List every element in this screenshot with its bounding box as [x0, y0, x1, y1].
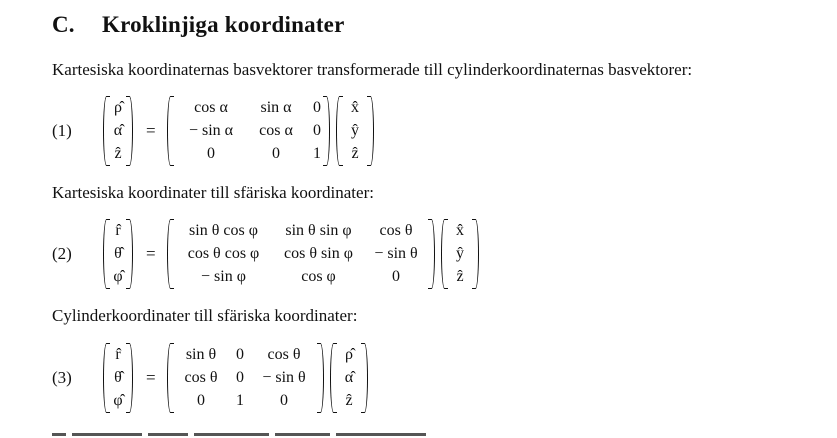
matrix-entry: cos θ	[184, 368, 218, 386]
matrix-entry: sin θ	[185, 345, 217, 363]
matrix-entry: sin θ sin φ	[285, 221, 352, 239]
matrix-entry: − sin θ	[374, 244, 418, 262]
paragraph-cartesian-to-spherical: Kartesiska koordinater till sfäriska koordinater:	[52, 183, 374, 202]
lhs-entry: φ̂	[113, 392, 123, 410]
rhs-entry: x̂	[456, 221, 464, 239]
rhs-entry: ẑ	[456, 268, 464, 286]
lhs-entry: φ̂	[113, 268, 123, 286]
equation-1-matrix	[167, 96, 330, 166]
matrix-entry: cos θ cos φ	[187, 244, 260, 262]
matrix-entry: 0	[313, 121, 321, 139]
matrix-entry: − sin φ	[201, 268, 246, 286]
equals-sign: =	[146, 244, 156, 263]
matrix-entry: cos θ	[379, 221, 413, 239]
matrix-entry: 0	[236, 345, 244, 363]
lhs-entry: α̂	[113, 121, 123, 139]
rhs-entry: ẑ	[345, 392, 353, 410]
lhs-entry: ρ̂	[114, 98, 122, 116]
matrix-entry: 1	[236, 392, 244, 410]
rhs-entry: ŷ	[456, 244, 464, 262]
matrix-entry: 0	[207, 145, 215, 163]
section-heading	[52, 12, 345, 38]
equation-3-matrix	[167, 343, 324, 413]
rhs-entry: x̂	[351, 98, 359, 116]
equation-number: (2)	[52, 244, 72, 263]
matrix-entry: sin θ cos φ	[189, 221, 258, 239]
section-number: C.	[52, 12, 75, 37]
equation-2-matrix	[167, 219, 435, 289]
rhs-entry: α̂	[344, 368, 354, 386]
matrix-entry: 0	[392, 268, 400, 286]
lhs-entry: r̂	[115, 221, 121, 239]
lhs-entry: r̂	[115, 345, 121, 363]
paragraph-cylindrical-to-spherical: Cylinderkoordinater till sfäriska koordinater:	[52, 306, 358, 325]
equation-2-lhs-vector	[103, 219, 133, 289]
matrix-entry: 0	[272, 145, 280, 163]
matrix-entry: cos α	[194, 98, 228, 116]
matrix-entry: 0	[197, 392, 205, 410]
paragraph-cartesian-to-cylindrical: Kartesiska koordinaternas basvektorer transformerade till cylinderkoordinaternas basvektorer:	[52, 60, 693, 79]
cutoff-text-line	[52, 430, 472, 438]
matrix-entry: 0	[280, 392, 288, 410]
matrix-entry: cos θ	[267, 345, 301, 363]
lhs-entry: θ̂	[114, 244, 122, 262]
rhs-entry: ẑ	[351, 145, 359, 163]
rhs-entry: ŷ	[351, 121, 359, 139]
equation-2-rhs-vector	[441, 219, 479, 289]
matrix-entry: − sin θ	[262, 368, 306, 386]
matrix-entry: cos φ	[301, 268, 336, 286]
equation-3-rhs-vector	[330, 343, 368, 413]
matrix-entry: − sin α	[188, 121, 234, 139]
section-title: Kroklinjiga koordinater	[102, 12, 345, 37]
lhs-entry: θ̂	[114, 368, 122, 386]
matrix-entry: cos θ sin φ	[284, 244, 353, 262]
matrix-entry: cos α	[259, 121, 293, 139]
equals-sign: =	[146, 121, 156, 140]
matrix-entry: sin α	[260, 98, 292, 116]
equation-1-lhs-vector	[103, 96, 133, 166]
matrix-entry: 1	[313, 145, 321, 163]
equation-number: (3)	[52, 368, 72, 387]
matrix-entry: 0	[236, 368, 244, 386]
equation-3-lhs-vector	[103, 343, 133, 413]
equation-number: (1)	[52, 121, 72, 140]
equation-1-rhs-vector	[336, 96, 374, 166]
matrix-entry: 0	[313, 98, 321, 116]
lhs-entry: ẑ	[114, 145, 122, 163]
rhs-entry: ρ̂	[345, 345, 353, 363]
equals-sign: =	[146, 368, 156, 387]
